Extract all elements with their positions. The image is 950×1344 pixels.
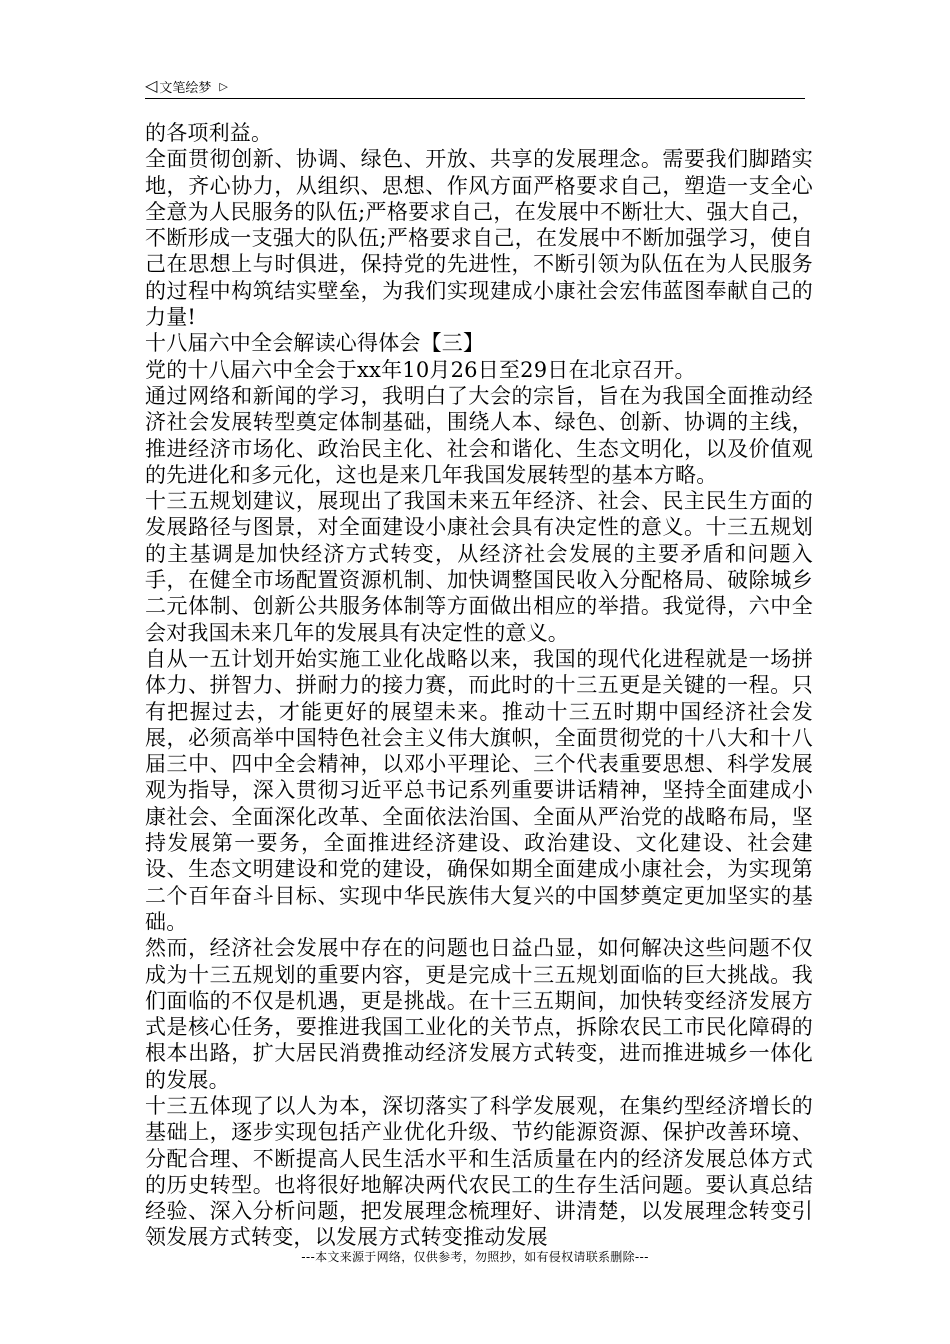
paragraph: 然而，经济社会发展中存在的问题也日益凸显，如何解决这些问题不仅成为十三五规划的重要内容，更是完成十三五规划面临的巨大挑战。我们面临的不仅是机遇，更是挑战。在十三五期间，加快转变经济发展方式是核心任务，要推进我国工业化的关节点，拆除农民工市民化障碍的根本出路，扩大居民消费推动经济发展方式转变，进而推进城乡一体化的发展。: [145, 936, 813, 1092]
header-title: 文笔绘梦: [159, 80, 212, 96]
paragraph: 十三五体现了以人为本，深切落实了科学发展观，在集约型经济增长的基础上，逐步实现包括产业优化升级、节约能源资源、保护改善环境、分配合理、不断提高人民生活水平和生活质量在内的经济发展总体方式的历史转型。也将很好地解决两代农民工的生存生活问题。要认真总结经验、深入分析问题，把发展理念梳理好、讲清楚，以发展理念转变引领发展方式转变，以发展方式转变推动发展: [145, 1093, 813, 1250]
triangle-right-icon: ▷: [219, 79, 228, 93]
paragraph: 全面贯彻创新、协调、绿色、开放、共享的发展理念。需要我们脚踏实地，齐心协力，从组织、思想、作风方面严格要求自己，塑造一支全心全意为人民服务的队伍;严格要求自己，在发展中不断壮大、强大自己，不断形成一支强大的队伍;严格要求自己，在发展中不断加强学习，使自己在思想上与时俱进，保持党的先进性，不断引领为队伍在为人民服务的过程中构筑结实壁垒，为我们实现建成小康社会宏伟蓝图奉献自己的力量!: [145, 147, 813, 330]
paragraph: 党的十八届六中全会于xx年10月26日至29日在北京召开。: [145, 357, 696, 382]
paragraph: 十三五规划建议，展现出了我国未来五年经济、社会、民主民生方面的发展路径与图景，对全面建设小康社会具有决定性的意义。十三五规划的主基调是加快经济方式转变，从经济社会发展的主要矛盾和问题入手，在健全市场配置资源机制、加快调整国民收入分配格局、破除城乡二元体制、创新公共服务体制等方面做出相应的举措。我觉得，六中全会对我国未来几年的发展具有决定性的意义。: [145, 489, 813, 645]
triangle-left-icon: ◁: [145, 76, 158, 95]
page-footer: ---本文来源于网络，仅供参考，勿照抄，如有侵权请联系删除---: [301, 1250, 649, 1264]
paragraph: 通过网络和新闻的学习，我明白了大会的宗旨，旨在为我国全面推动经济社会发展转型奠定体制基础，围绕人本、绿色、创新、协调的主线，推进经济市场化、政治民主化、社会和谐化、生态文明化，以及价值观的先进化和多元化，这也是来几年我国发展转型的基本方略。: [145, 383, 813, 487]
paragraph: 的各项利益。: [145, 121, 273, 145]
paragraph: 自从一五计划开始实施工业化战略以来，我国的现代化进程就是一场拼体力、拼智力、拼耐力的接力赛，而此时的十三五更是关键的一程。只有把握过去，才能更好的展望未来。推动十三五时期中国经济社会发展，必须高举中国特色社会主义伟大旗帜，全面贯彻党的十八大和十八届三中、四中全会精神，以邓小平理论、三个代表重要思想、科学发展观为指导，深入贯彻习近平总书记系列重要讲话精神，坚持全面建成小康社会、全面深化改革、全面依法治国、全面从严治党的战略布局，坚持发展第一要务，全面推进经济建设、政治建设、文化建设、社会建设、生态文明建设和党的建设，确保如期全面建成小康社会，为实现第二个百年奋斗目标、实现中华民族伟大复兴的中国梦奠定更加坚实的基础。: [145, 646, 813, 934]
section-heading: 十八届六中全会解读心得体会【三】: [145, 331, 485, 356]
document-body: [145, 120, 813, 1251]
page-header: [145, 74, 805, 99]
